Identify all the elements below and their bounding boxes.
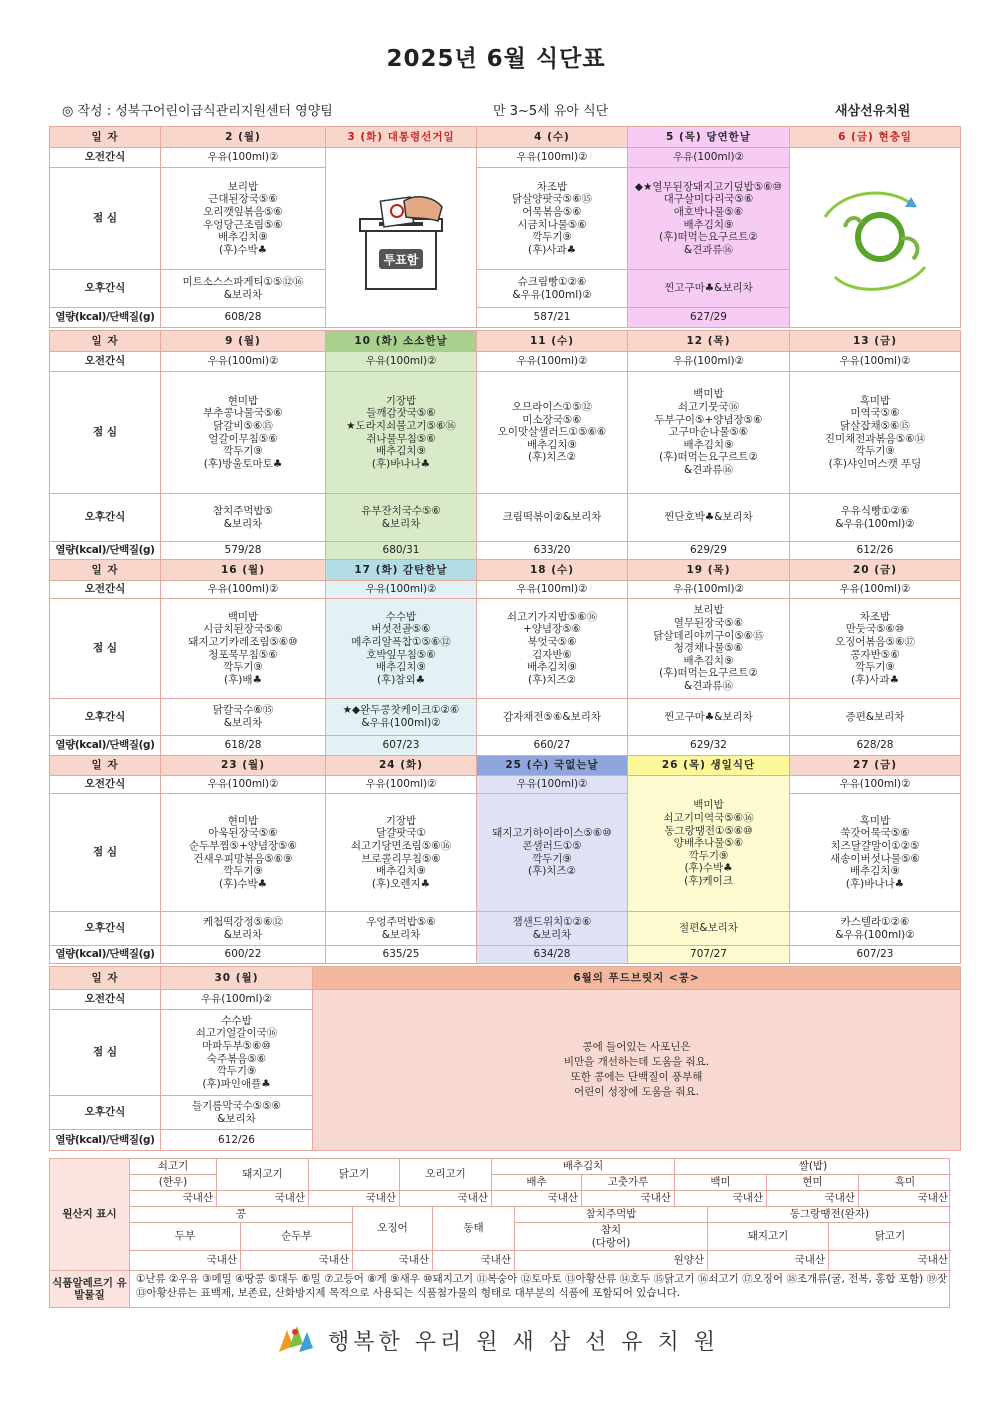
kcal-value: 618/28 — [161, 736, 326, 756]
origin-value: 국내산 — [859, 1191, 951, 1207]
day-head-theme: 5 (목) 당연한날 — [628, 127, 790, 148]
origin-value: 국내산 — [582, 1191, 675, 1207]
am-label: 오전간식 — [50, 581, 161, 599]
pm-snack: 유부잔치국수⑤⑥ &보리차 — [326, 494, 477, 542]
kcal-label: 열량(kcal)/단백질(g) — [50, 946, 161, 964]
am-snack: 우유(100ml)② — [790, 352, 961, 372]
kcal-label: 열량(kcal)/단백질(g) — [50, 542, 161, 560]
kcal-value: 633/20 — [477, 542, 628, 560]
day-head-theme: 10 (화) 소소한날 — [326, 331, 477, 352]
lunch-menu: 현미밥 아욱된장국⑤⑥ 순두부찜⑤+양념장⑤⑥ 건새우피망볶음⑤⑥⑨ 깍두기⑨ (후)수박♣ — [161, 794, 326, 912]
am-snack: 우유(100ml)② — [161, 148, 326, 168]
origin-dgt: 동그랑땡전(완자) — [708, 1207, 951, 1223]
am-snack: 우유(100ml)② — [628, 148, 790, 168]
date-label: 일 자 — [50, 127, 161, 148]
lunch-label: 점 심 — [50, 372, 161, 494]
origin-value: 원양산 — [515, 1251, 708, 1271]
day-head: 12 (목) — [628, 331, 790, 352]
origin-dgt-chicken: 닭고기 — [829, 1223, 951, 1251]
origin-cabbage: 배추 — [492, 1175, 582, 1191]
footer — [0, 1322, 992, 1358]
kcal-value: 627/29 — [628, 308, 790, 328]
pm-snack: 우엉주먹밥⑤⑥ &보리차 — [326, 912, 477, 946]
origin-value: 국내산 — [217, 1191, 309, 1207]
am-snack: 우유(100ml)② — [161, 352, 326, 372]
lunch-menu: 차조밥 닭살양팟국⑤⑥⑮ 어묵볶음⑤⑥ 시금치나물⑤⑥ 깍두기⑨ (후)사과♣ — [477, 168, 628, 270]
week-1-table — [49, 126, 961, 328]
am-snack: 우유(100ml)② — [628, 581, 790, 599]
am-label: 오전간식 — [50, 148, 161, 168]
author-line: ◎ 작성 : 성북구어린이급식관리지원센터 영양팀 — [62, 104, 333, 119]
lunch-menu: 흑미밥 미역국⑤⑥ 닭살잡채⑤⑥⑮ 진미채전과볶음⑤⑥⑭ 깍두기⑨ (후)샤인머스캣 푸딩 — [790, 372, 961, 494]
kcal-label: 열량(kcal)/단백질(g) — [50, 736, 161, 756]
kcal-value: 587/21 — [477, 308, 628, 328]
origin-value: 국내산 — [353, 1251, 433, 1271]
lunch-menu: 현미밥 부추콩나물국⑤⑥ 닭갈비⑤⑥⑮ 얼갈이무침⑤⑥ 깍두기⑨ (후)방울토마토♣ — [161, 372, 326, 494]
kcal-value: 629/32 — [628, 736, 790, 756]
am-snack: 우유(100ml)② — [477, 352, 628, 372]
am-snack: 우유(100ml)② — [326, 776, 477, 794]
origin-chili: 고춧가루 — [582, 1175, 675, 1191]
kcal-value: 660/27 — [477, 736, 628, 756]
kcal-value: 612/26 — [790, 542, 961, 560]
page-title: 2025년 6월 식단표 — [386, 46, 606, 72]
origin-white-rice: 백미 — [675, 1175, 767, 1191]
origin-brown-rice: 현미 — [767, 1175, 859, 1191]
age-group: 만 3~5세 유아 식단 — [493, 104, 609, 119]
allergy-label: 식품알레르기 유발물질 — [50, 1271, 130, 1307]
pm-label: 오후간식 — [50, 1096, 161, 1130]
pm-label: 오후간식 — [50, 912, 161, 946]
kcal-label: 열량(kcal)/단백질(g) — [50, 308, 161, 328]
origin-value: 국내산 — [767, 1191, 859, 1207]
kcal-value: 635/25 — [326, 946, 477, 964]
kcal-value: 612/26 — [161, 1130, 313, 1151]
pm-snack: 감자채전⑤⑥&보리차 — [477, 699, 628, 736]
pm-snack: 슈크림빵①②⑥ &우유(100ml)② — [477, 270, 628, 308]
origin-value: 국내산 — [130, 1191, 217, 1207]
lunch-label: 점 심 — [50, 168, 161, 270]
origin-chicken: 닭고기 — [309, 1159, 400, 1191]
day-head: 30 (월) — [161, 967, 313, 990]
am-snack: 우유(100ml)② — [161, 581, 326, 599]
day-head: 4 (수) — [477, 127, 628, 148]
origin-label: 원산지 표시 — [50, 1159, 130, 1271]
am-snack: 우유(100ml)② — [790, 776, 961, 794]
lunch-label: 점 심 — [50, 1010, 161, 1096]
kcal-value: 608/28 — [161, 308, 326, 328]
origin-value: 국내산 — [433, 1251, 515, 1271]
lunch-menu: 오므라이스①⑤⑫ 미소장국⑤⑥ 오이맛살샐러드①⑤⑥⑥ 배추김치⑨ (후)치즈② — [477, 372, 628, 494]
lunch-menu: 수수밥 쇠고기얼갈이국⑯ 마파두부⑤⑥⑩ 숙주볶음⑤⑥ 깍두기⑨ (후)파인애플♣ — [161, 1010, 313, 1096]
day-head-theme: 17 (화) 감탄한날 — [326, 560, 477, 581]
lunch-menu: ◆★열무된장돼지고기덮밥⑤⑥⑩ 대구살미다리국⑤⑥ 애호박나물⑤⑥ 배추김치⑨ (후)떠먹는요구르트② &견과류⑯ — [628, 168, 790, 270]
lunch-menu: 기장밥 들깨감잣국⑤⑥ ★도라지쇠불고기⑤⑥⑯ 쥐나물무침⑤⑥ 배추김치⑨ (후)바나나♣ — [326, 372, 477, 494]
pm-snack: 절편&보리차 — [628, 912, 790, 946]
am-snack: 우유(100ml)② — [326, 581, 477, 599]
origin-squid: 오징어 — [353, 1207, 433, 1251]
week-4-table — [49, 755, 961, 964]
origin-value: 국내산 — [309, 1191, 400, 1207]
am-label: 오전간식 — [50, 990, 161, 1010]
am-snack: 우유(100ml)② — [326, 352, 477, 372]
origin-tuna: 참치 (다랑어) — [515, 1223, 708, 1251]
lunch-label: 점 심 — [50, 599, 161, 699]
memorial-cell — [790, 148, 961, 328]
pm-snack: 카스텔라①②⑥ &우유(100ml)② — [790, 912, 961, 946]
kcal-value: 607/23 — [326, 736, 477, 756]
origin-value: 국내산 — [675, 1191, 767, 1207]
origin-beef: 쇠고기 — [130, 1159, 217, 1175]
origin-rice: 쌀(밥) — [675, 1159, 951, 1175]
pm-snack: 잼샌드위치①②⑥ &보리차 — [477, 912, 628, 946]
ballot-box-icon — [346, 187, 456, 297]
lunch-menu: 쇠고기가지밥⑤⑥⑯ +양념장⑤⑥ 북엇국⑤⑥ 김자반⑥ 배추김치⑨ (후)치즈② — [477, 599, 628, 699]
pm-snack: 찐단호박♣&보리차 — [628, 494, 790, 542]
day-head-election: 3 (화) 대통령선거일 — [326, 127, 477, 148]
day-head: 20 (금) — [790, 560, 961, 581]
kcal-value: 634/28 — [477, 946, 628, 964]
pm-snack: 참치주먹밥⑤ &보리차 — [161, 494, 326, 542]
date-label: 일 자 — [50, 756, 161, 776]
am-label: 오전간식 — [50, 352, 161, 372]
lunch-menu: 수수밥 버섯전골⑤⑥ 메추리알폭찹①⑤⑥⑫ 호박잎무침⑤⑥ 배추김치⑨ (후)참외♣ — [326, 599, 477, 699]
origin-pollock: 동태 — [433, 1207, 515, 1251]
lunch-menu: 차조밥 만둣국⑤⑥⑩ 오징어볶음⑤⑥⑰ 콩자반⑤⑥ 깍두기⑨ (후)사과♣ — [790, 599, 961, 699]
day-head: 11 (수) — [477, 331, 628, 352]
lunch-menu: 기장밥 달걀팟국① 쇠고기당면조림⑤⑥⑯ 브로콜리무침⑤⑥ 배추김치⑨ (후)오렌지♣ — [326, 794, 477, 912]
day-head: 27 (금) — [790, 756, 961, 776]
week-5-table — [49, 966, 961, 1151]
kcal-label: 열량(kcal)/단백질(g) — [50, 1130, 161, 1151]
origin-dgt-pork: 돼지고기 — [708, 1223, 829, 1251]
allergy-list: ①난류 ②우유 ③메밀 ④땅콩 ⑤대두 ⑥밀 ⑦고등어 ⑧게 ⑨새우 ⑩돼지고기 ⑪복숭아 ⑫토마토 ⑬아황산류 ⑭호두 ⑮닭고기 ⑯쇠고기 ⑰오징어 ⑱조개류(굴, 전복, 홍합 포함) ⑲잣 ⑬아황산류는 표백제, 보존료, 산화방지제 목적으로 사용되는 식품첨가물의 형태로 대부분의 식품에 포함되어 있습니다. — [136, 1273, 948, 1300]
am-snack: 우유(100ml)② — [477, 776, 628, 794]
origin-value: 국내산 — [130, 1251, 241, 1271]
lunch-menu: 보리밥 열무된장국⑤⑥ 닭살데리야끼구이⑤⑥⑮ 청경채나물⑤⑥ 배추김치⑨ (후)떠먹는요구르트② &견과류⑯ — [628, 599, 790, 699]
date-label: 일 자 — [50, 967, 161, 990]
pm-snack: 증편&보리차 — [790, 699, 961, 736]
origin-value: 국내산 — [708, 1251, 829, 1271]
origin-tunarice: 참치주먹밥 — [515, 1207, 708, 1223]
pm-snack: 들기름막국수⑤⑤⑥ &보리차 — [161, 1096, 313, 1130]
foodbridge-title: 6월의 푸드브릿지 <콩> — [313, 967, 961, 990]
kcal-value: 707/27 — [628, 946, 790, 964]
pm-snack: 케첩떡강정⑤⑥⑫ &보리차 — [161, 912, 326, 946]
am-snack: 우유(100ml)② — [628, 352, 790, 372]
origin-black-rice: 흑미 — [859, 1175, 951, 1191]
pm-snack: 찐고구마♣&보리차 — [628, 699, 790, 736]
kcal-value: 607/23 — [790, 946, 961, 964]
week-2-table — [49, 330, 961, 560]
origin-hanwoo: (한우) — [130, 1175, 217, 1191]
pm-label: 오후간식 — [50, 270, 161, 308]
lunch-menu: 흑미밥 쑥갓어묵국⑤⑥ 치즈달걀말이①②⑤ 새송이버섯나물⑤⑥ 배추김치⑨ (후)바나나♣ — [790, 794, 961, 912]
ballot-box-label: 투표함 — [383, 253, 419, 267]
origin-duck: 오리고기 — [400, 1159, 492, 1191]
am-snack: 우유(100ml)② — [477, 148, 628, 168]
lunch-menu: 돼지고기하이라이스⑤⑥⑩ 콘샐러드①⑤ 깍두기⑨ (후)치즈② — [477, 794, 628, 912]
pm-snack: ★◆완두콩찻케이크①②⑥ &우유(100ml)② — [326, 699, 477, 736]
kcal-value: 629/29 — [628, 542, 790, 560]
day-head: 24 (화) — [326, 756, 477, 776]
date-label: 일 자 — [50, 331, 161, 352]
day-head: 18 (수) — [477, 560, 628, 581]
foodbridge-text: 콩에 들어있는 사포닌은 비만을 개선하는데 도움을 줘요. 또한 콩에는 단백질이 풍부해 어린이 성장에 도움을 줘요. — [563, 1040, 710, 1099]
election-cell — [326, 148, 477, 328]
origin-value: 국내산 — [241, 1251, 353, 1271]
am-snack: 우유(100ml)② — [477, 581, 628, 599]
day-head: 23 (월) — [161, 756, 326, 776]
pm-snack: 찐고구마♣&보리차 — [628, 270, 790, 308]
day-head-theme: 25 (수) 국없는날 — [477, 756, 628, 776]
day-head: 13 (금) — [790, 331, 961, 352]
origin-kimchi: 배추김치 — [492, 1159, 675, 1175]
pm-label: 오후간식 — [50, 494, 161, 542]
school-logo-icon — [273, 1322, 317, 1358]
origin-tofu: 두부 — [130, 1223, 241, 1251]
lunch-label: 점 심 — [50, 794, 161, 912]
pm-label: 오후간식 — [50, 699, 161, 736]
pm-snack: 미트소스스파게티①⑤⑫⑯ &보리차 — [161, 270, 326, 308]
origin-value: 국내산 — [492, 1191, 582, 1207]
origin-pork: 돼지고기 — [217, 1159, 309, 1191]
footer-slogan: 행복한 우리 원 새 삼 선 유 치 원 — [328, 1329, 720, 1355]
kcal-value: 579/28 — [161, 542, 326, 560]
center-logo — [805, 177, 945, 307]
am-snack: 우유(100ml)② — [161, 990, 313, 1010]
origin-value: 국내산 — [829, 1251, 951, 1271]
pm-snack: 우유식빵①②⑥ &우유(100ml)② — [790, 494, 961, 542]
day-head: 19 (목) — [628, 560, 790, 581]
day-head: 2 (월) — [161, 127, 326, 148]
am-label: 오전간식 — [50, 776, 161, 794]
lunch-menu: 보리밥 근대된장국⑤⑥ 오리깻잎볶음⑤⑥ 우엉당근조림⑤⑥ 배추김치⑨ (후)수박♣ — [161, 168, 326, 270]
pm-snack: 닭칼국수⑥⑮ &보리차 — [161, 699, 326, 736]
origin-value: 국내산 — [400, 1191, 492, 1207]
week-3-table — [49, 559, 961, 756]
kcal-value: 600/22 — [161, 946, 326, 964]
origin-softtofu: 순두부 — [241, 1223, 353, 1251]
kcal-value: 628/28 — [790, 736, 961, 756]
kcal-value: 680/31 — [326, 542, 477, 560]
pm-snack: 크림떡볶이②&보리차 — [477, 494, 628, 542]
school-name: 새삼선유치원 — [835, 104, 911, 119]
lunch-menu: 백미밥 쇠고기미역국⑤⑥⑯ 동그랑땡전①⑤⑥⑩ 양배추나물⑤⑥ 깍두기⑨ (후)수박♣ (후)케이크 — [628, 776, 790, 912]
foodbridge-cell — [313, 990, 961, 1151]
origin-bean: 콩 — [130, 1207, 353, 1223]
day-head-memorial: 6 (금) 현충일 — [790, 127, 961, 148]
day-head: 16 (월) — [161, 560, 326, 581]
day-head-birthday: 26 (목) 생일식단 — [628, 756, 790, 776]
lunch-menu: 백미밥 쇠고기뭇국⑯ 두부구이⑤+양념장⑤⑥ 고구마순나물⑤⑥ 배추김치⑨ (후)떠먹는요구르트② &견과류⑯ — [628, 372, 790, 494]
origin-section — [49, 1158, 950, 1308]
date-label: 일 자 — [50, 560, 161, 581]
day-head: 9 (월) — [161, 331, 326, 352]
lunch-menu: 백미밥 시금치된장국⑤⑥ 돼지고기카레조림⑤⑥⑩ 청포묵무침⑤⑥ 깍두기⑨ (후)배♣ — [161, 599, 326, 699]
am-snack: 우유(100ml)② — [790, 581, 961, 599]
am-snack: 우유(100ml)② — [161, 776, 326, 794]
